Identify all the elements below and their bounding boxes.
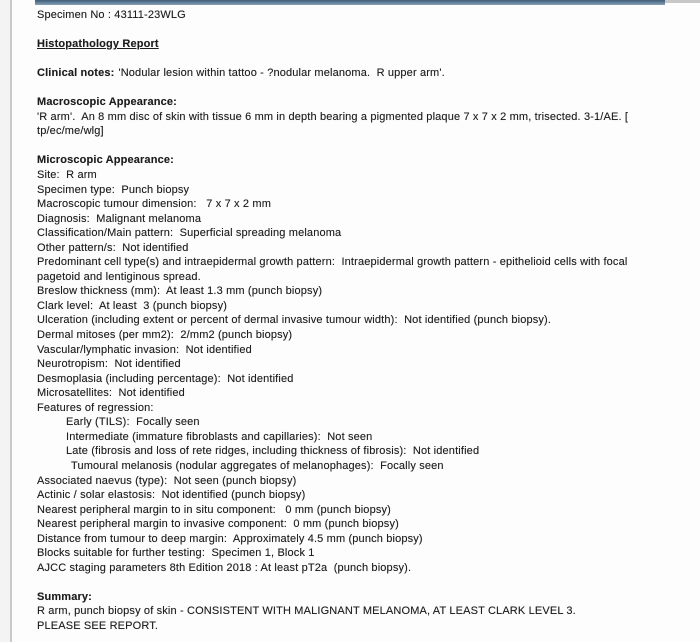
microscopic-line: Blocks suitable for further testing: Specimen 1, Block 1 — [37, 547, 315, 560]
microscopic-heading: Microscopic Appearance: — [37, 154, 174, 167]
microscopic-line: Features of regression: — [37, 401, 154, 414]
microscopic-line: Intermediate (immature fibroblasts and capillaries): Not seen — [66, 430, 373, 443]
microscopic-line: Early (TILS): Focally seen — [66, 416, 200, 429]
macroscopic-line: 'R arm'. An 8 mm disc of skin with tissue 6 mm in depth bearing a pigmented plaque 7 x 7 x 2 mm, trisected. 3-1/AE. [ — [37, 110, 629, 123]
report-title: Histopathology Report — [37, 38, 159, 51]
histopathology-report-document — [37, 8, 682, 634]
microscopic-line: AJCC staging parameters 8th Edition 2018 : At least pT2a (punch biopsy). — [37, 561, 412, 574]
microscopic-line: Breslow thickness (mm): At least 1.3 mm (punch biopsy) — [37, 285, 323, 298]
macroscopic-line: tp/ec/me/wlg] — [37, 125, 104, 138]
microscopic-line: Specimen type: Punch biopsy — [37, 183, 190, 196]
microscopic-line: Vascular/lymphatic invasion: Not identified — [37, 343, 252, 356]
summary-body — [37, 604, 682, 633]
horizontal-scrollbar-thumb[interactable] — [35, 0, 665, 5]
microscopic-line: Other pattern/s: Not identified — [37, 241, 189, 254]
microscopic-line: Ulceration (including extent or percent of dermal invasive tumour width): Not identified (punch biopsy). — [37, 314, 552, 327]
page-left-border — [10, 0, 12, 642]
microscopic-line: Site: R arm — [37, 169, 97, 182]
microscopic-line: pagetoid and lentiginous spread. — [37, 270, 201, 283]
microscopic-line: Late (fibrosis and loss of rete ridges, including thickness of fibrosis): Not identified — [66, 445, 480, 458]
summary-heading: Summary: — [37, 590, 92, 603]
microscopic-line: Distance from tumour to deep margin: Approximately 4.5 mm (punch biopsy) — [37, 532, 423, 545]
microscopic-line: Tumoural melanosis (nodular aggregates of melanophages): Focally seen — [71, 459, 444, 472]
horizontal-scrollbar-track[interactable] — [665, 0, 700, 3]
microscopic-line: Actinic / solar elastosis: Not identified (punch biopsy) — [37, 489, 306, 502]
microscopic-line: Classification/Main pattern: Superficial spreading melanoma — [37, 227, 342, 240]
specimen-number: Specimen No : 43111-23WLG — [37, 9, 186, 21]
microscopic-line: Nearest peripheral margin to invasive component: 0 mm (punch biopsy) — [37, 518, 399, 531]
summary-line: R arm, punch biopsy of skin - CONSISTENT WITH MALIGNANT MELANOMA, AT LEAST CLARK LEVEL 3. — [37, 605, 576, 618]
macroscopic-heading: Macroscopic Appearance: — [37, 96, 177, 109]
microscopic-line: Macroscopic tumour dimension: 7 x 7 x 2 mm — [37, 198, 272, 211]
clinical-notes — [37, 66, 682, 81]
microscopic-line: Predominant cell type(s) and intraepidermal growth pattern: Intraepidermal growth pattern - epithelioid cells with focal — [37, 256, 628, 269]
microscopic-line: Neurotropism: Not identified — [37, 358, 181, 371]
microscopic-line: Dermal mitoses (per mm2): 2/mm2 (punch biopsy) — [37, 329, 293, 342]
microscopic-line: Microsatellites: Not identified — [37, 387, 185, 400]
clinical-notes-label: Clinical notes: — [37, 67, 115, 80]
clinical-notes-text: 'Nodular lesion within tattoo - ?nodular melanoma. R upper arm'. — [118, 67, 445, 80]
microscopic-line: Nearest peripheral margin to in situ component: 0 mm (punch biopsy) — [37, 503, 391, 516]
page-left-gutter — [0, 0, 10, 642]
microscopic-line: Clark level: At least 3 (punch biopsy) — [37, 299, 228, 312]
macroscopic-body — [37, 110, 682, 139]
microscopic-line: Associated naevus (type): Not seen (punch biopsy) — [37, 474, 297, 487]
microscopic-line: Diagnosis: Malignant melanoma — [37, 212, 202, 225]
microscopic-body — [37, 168, 682, 575]
microscopic-line: Desmoplasia (including percentage): Not identified — [37, 372, 294, 385]
summary-line: PLEASE SEE REPORT. — [37, 619, 159, 632]
